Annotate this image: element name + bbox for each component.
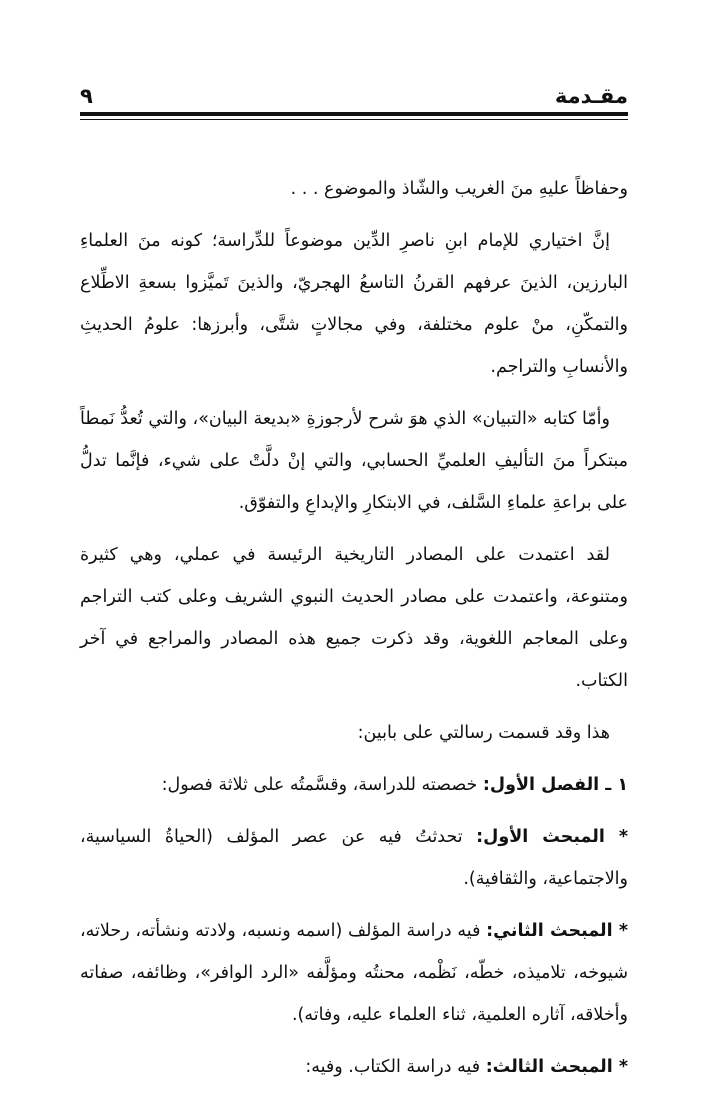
list-item-section-one xyxy=(80,816,628,900)
paragraph-author-choice: إنَّ اختياري للإمام ابنِ ناصرِ الدِّين موضوعاً للدِّراسة؛ كونه منَ العلماءِ البارزين، الذينَ عرفهم القرنُ التاسعُ الهجريّ، والذينَ تَميَّزوا بسعةِ الاطِّلاع والتمكّنِ، منْ علوم مختلفة، وفي مجالاتٍ شتَّى، وأبرزها: علومُ الحديثِ والأنسابِ والتراجم. xyxy=(80,231,628,377)
item-label: * المبحث الثالث: xyxy=(485,1057,628,1077)
paragraph-sources: لقد اعتمدت على المصادر التاريخية الرئيسة في عملي، وهي كثيرة ومتنوعة، واعتمدت على مصادر الحديث النبوي الشريف وعلى كتب التراجم وعلى المعاجم اللغوية، وقد ذكرت جميع هذه المصادر والمراجع في آخر الكتاب. xyxy=(80,545,628,691)
item-text: فيه دراسة المؤلف (اسمه ونسبه، ولادته ونشأته، رحلاته، شيوخه، تلاميذه، خطّه، نَظْمه، محنتُه ومؤلَّفه «الرد الوافر»، وظائفه، صفاته وأخلاقه، آثاره العلمية، ثناء العلماء عليه، وفاته). xyxy=(80,921,628,1025)
list-item-section-two xyxy=(80,910,628,1036)
body-text xyxy=(80,168,628,1088)
list-item-section-three xyxy=(80,1046,628,1088)
item-label: * المبحث الثاني: xyxy=(486,921,628,941)
paragraph-division-intro: هذا وقد قسمت رسالتي على بابين: xyxy=(357,723,610,743)
header-rule-thick xyxy=(80,112,628,116)
section-title: مقـدمة xyxy=(554,84,628,108)
paragraph-continuation: وحفاظاً عليهِ منَ الغريب والشّاذ والموضوع . . . xyxy=(290,179,628,199)
item-text: خصصته للدراسة، وقسَّمتُه على ثلاثة فصول: xyxy=(161,775,483,795)
paragraph-book-description: وأمّا كتابه «التبيان» الذي هوَ شرح لأرجوزةِ «بديعة البيان»، والتي تُعدُّ نَمطاً مبتكراً منَ التأليفِ العلميِّ الحسابي، والتي إنْ دلَّتْ على شيء، فإنَّما تدلُّ على براعةِ علماءِ السَّلف، في الابتكارِ والإبداعِ والتفوّق. xyxy=(80,409,628,513)
header-rule-thin xyxy=(80,119,628,120)
item-label: ١ ـ الفصل الأول: xyxy=(482,775,628,795)
item-label: * المبحث الأول: xyxy=(476,827,629,847)
item-text: تحدثتُ فيه عن عصر المؤلف (الحياةُ السياسية، والاجتماعية، والثقافية). xyxy=(80,827,628,889)
item-text: فيه دراسة الكتاب. وفيه: xyxy=(305,1057,486,1077)
page-number: ٩ xyxy=(80,84,93,108)
list-item-chapter-one xyxy=(80,764,628,806)
document-page xyxy=(80,78,628,1098)
running-header xyxy=(80,78,628,108)
